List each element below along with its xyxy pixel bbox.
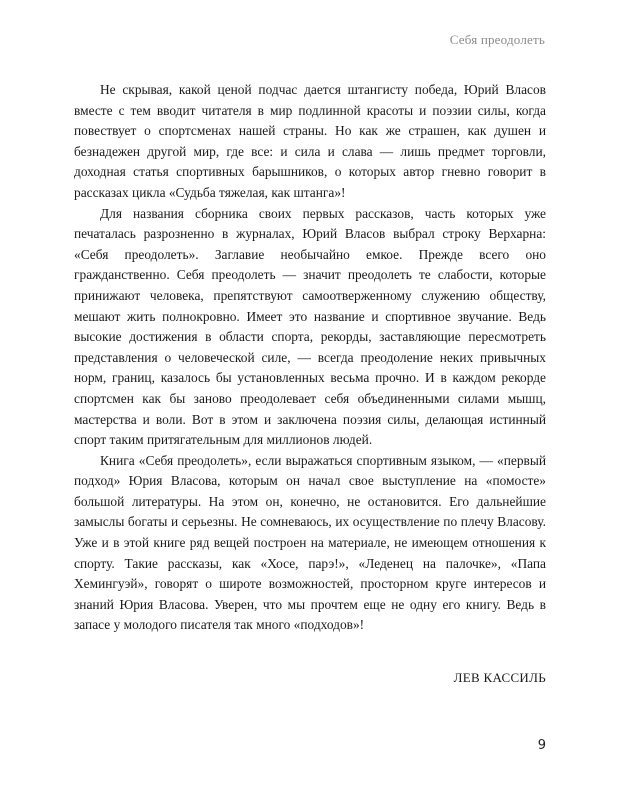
page-number: 9 [537,738,546,753]
paragraph: Для названия сборника своих первых рассказов, часть которых уже печаталась разрозненно в журналах, Юрий Власов выбрал строку Верхарна: «Себя преодолеть». Заглавие необычайно емкое. Прежде всего оно гражданственно. Себя преодолеть — значит преодолеть те слабости, которые принижают человека, препятствуют самоотверженному служению обществу, мешают жить полнокровно. Имеет это название и спортивное звучание. Ведь высокие достижения в области спорта, рекорды, заставляющие пересмотреть представления о человеческой силе, — всегда преодоление неких привычных норм, границ, казалось бы установленных весьма прочно. И в каждом рекорде спортсмен как бы заново преодолевает себя объединенными силами мышц, мастерства и воли. Вот в этом и заключена поэзия силы, делающая истинный спорт таким притягательным для миллионов людей. [74,205,546,448]
running-header: Себя преодолеть [449,32,545,47]
paragraph: Не скрывая, какой ценой подчас дается штангисту победа, Юрий Власов вместе с тем вводит читателя в мир подлинной красоты и поэзии силы, когда повествует о спортсменах нашей страны. Но как же страшен, как душен и безнадежен другой мир, где все: и сила и слава — лишь предмет торговли, доходная статья спортивных барышников, о которых автор гневно говорит в рассказах цикла «Судьба тяжелая, как штанга»! [74,82,546,200]
body-text [74,80,546,636]
author-signature: ЛЕВ КАССИЛЬ [453,670,546,685]
paragraph: Книга «Себя преодолеть», если выражаться спортивным языком, — «первый подход» Юрия Власова, которым он начал свое выступление на «помосте» большой литературы. На этом он, конечно, не остановится. Его дальнейшие замыслы богаты и серьезны. Не сомневаюсь, их осуществление по плечу Власову. Уже и в этой книге ряд вещей построен на материале, не имеющем отношения к спорту. Такие рассказы, как «Хосе, парэ!», «Леденец на палочке», «Папа Хемингуэй», говорят о широте возможностей, просторном круге интересов и знаний Юрия Власова. Уверен, что мы прочтем еще не одну его книгу. Ведь в запасе у молодого писателя так много «подходов»! [74,452,546,633]
